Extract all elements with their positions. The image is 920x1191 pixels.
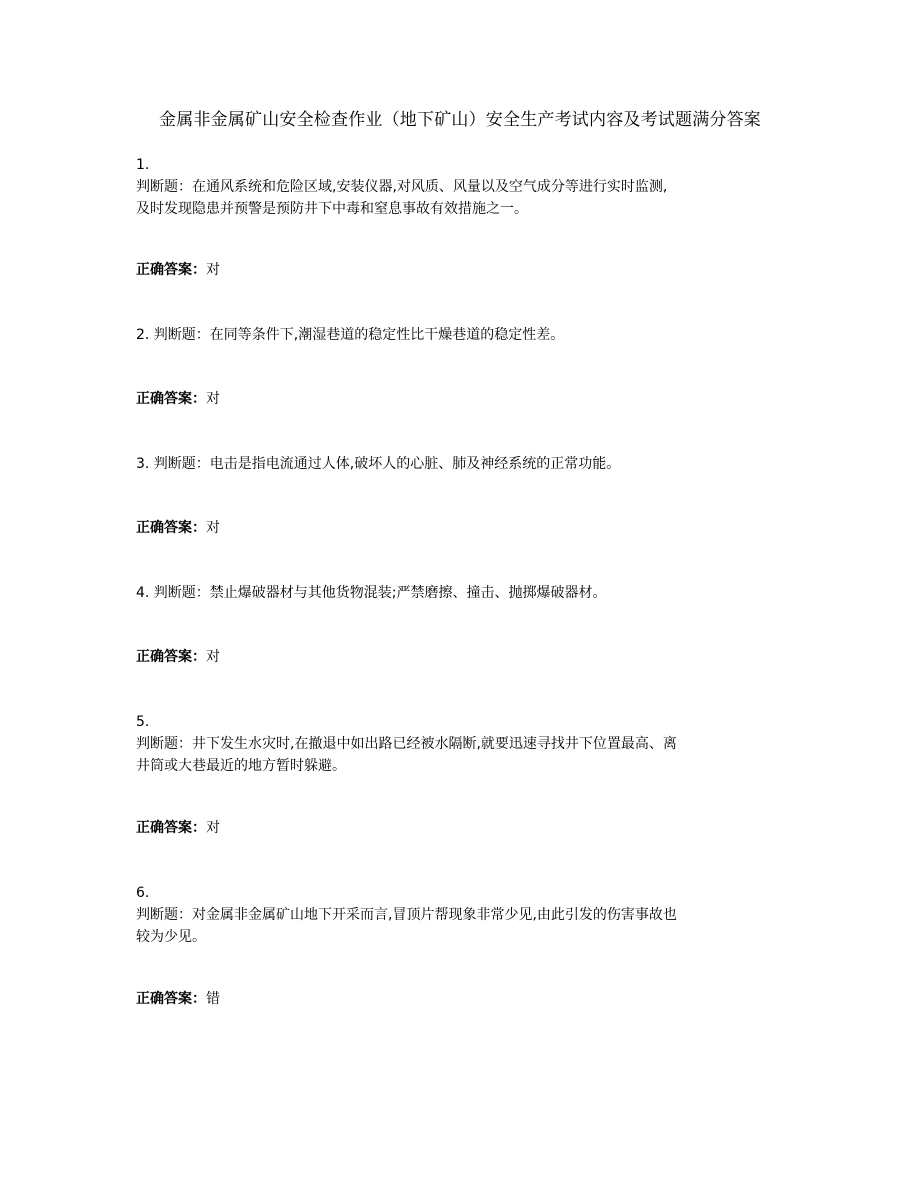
question-1 — [136, 154, 796, 220]
question-number: 6. — [136, 885, 150, 901]
answer-5 — [136, 817, 220, 839]
answer-value: 对 — [206, 520, 220, 536]
question-number: 1. — [136, 157, 150, 173]
question-3 — [136, 453, 796, 475]
question-text-line: 井筒或大巷最近的地方暂时躲避。 — [136, 758, 346, 774]
answer-4 — [136, 646, 220, 668]
answer-value: 对 — [206, 262, 220, 278]
question-5 — [136, 711, 796, 777]
question-4 — [136, 582, 796, 604]
answer-label: 正确答案： — [136, 262, 206, 278]
answer-2 — [136, 388, 220, 410]
answer-label: 正确答案： — [136, 520, 206, 536]
question-text-line: 判断题：对金属非金属矿山地下开采而言,冒顶片帮现象非常少见,由此引发的伤害事故也 — [136, 907, 677, 923]
question-text-line: 较为少见。 — [136, 929, 206, 945]
answer-value: 对 — [206, 391, 220, 407]
question-6 — [136, 882, 796, 948]
answer-label: 正确答案： — [136, 391, 206, 407]
answer-label: 正确答案： — [136, 649, 206, 665]
answer-value: 对 — [206, 820, 220, 836]
answer-value: 对 — [206, 649, 220, 665]
question-2 — [136, 324, 796, 346]
question-text-line: 判断题：井下发生水灾时,在撤退中如出路已经被水隔断,就要迅速寻找井下位置最高、离 — [136, 736, 677, 752]
document-title: 金属非金属矿山安全检查作业（地下矿山）安全生产考试内容及考试题满分答案 — [159, 110, 761, 130]
answer-3 — [136, 517, 220, 539]
question-text-line: 3. 判断题：电击是指电流通过人体,破坏人的心脏、肺及神经系统的正常功能。 — [136, 456, 621, 472]
answer-1 — [136, 259, 220, 281]
question-number: 5. — [136, 714, 150, 730]
question-text-line: 及时发现隐患并预警是预防井下中毒和窒息事故有效措施之一。 — [136, 201, 528, 217]
answer-6 — [136, 988, 220, 1010]
question-text-line: 2. 判断题：在同等条件下,潮湿巷道的稳定性比干燥巷道的稳定性差。 — [136, 327, 565, 343]
question-text-line: 判断题：在通风系统和危险区域,安装仪器,对风质、风量以及空气成分等进行实时监测, — [136, 179, 668, 195]
question-text-line: 4. 判断题：禁止爆破器材与其他货物混装;严禁磨擦、撞击、抛掷爆破器材。 — [136, 585, 607, 601]
answer-value: 错 — [206, 991, 220, 1007]
answer-label: 正确答案： — [136, 820, 206, 836]
answer-label: 正确答案： — [136, 991, 206, 1007]
